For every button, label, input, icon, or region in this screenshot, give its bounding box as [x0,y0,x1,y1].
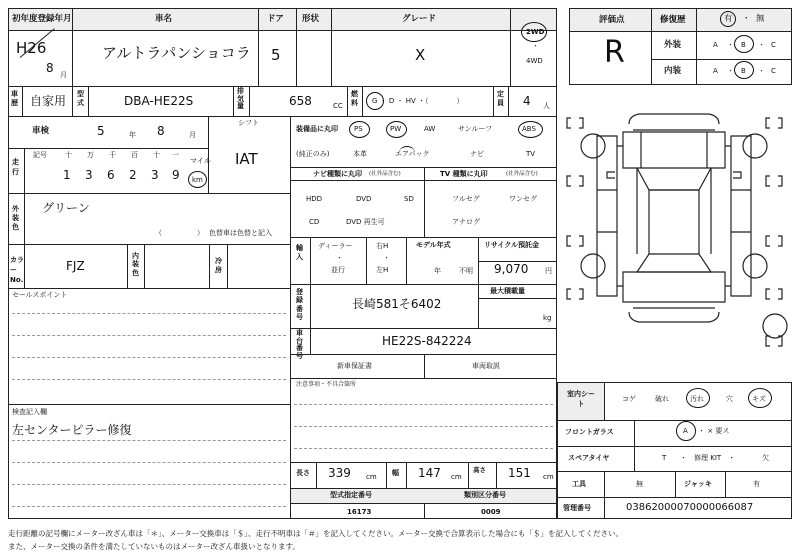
door-value: 5 [271,46,281,64]
tools-label: 工具 [572,480,586,488]
equip-tv: TV [526,150,536,158]
mileage-header: 十 [153,151,160,159]
width-value: 147 [418,466,441,480]
height-value: 151 [508,466,531,480]
shift-label: シフト [238,119,259,127]
mileage-header: 一 [172,151,179,159]
equip-leather: 本革 [353,150,367,158]
warranty-label: 新車保証書 [337,362,372,370]
equip-airbag: エアバック [395,150,430,158]
tools-value: 無 [636,480,643,488]
mileage-digit: 2 [129,168,137,182]
score-value: R [604,35,625,70]
color-no-value: FJZ [66,259,85,273]
width-label: 幅 [392,469,399,477]
mileage-digit: 1 [63,168,71,182]
capacity-label: 定員 [497,90,504,108]
reg-month-unit: 月 [60,71,67,79]
footer-note-1: 走行距離の記号欄にメーター改ざん車は「＊」、メーター交換車は「＄」、走行不明車は「＃」を記入してください。メーター交換で合算表示した場合にも「＄」を記入してください。 [8,529,623,538]
equip-aw: AW [424,125,436,133]
jack-value: 有 [753,480,760,488]
interior-label: 内装 [664,66,682,76]
fuel-label: 燃料 [351,90,358,108]
displacement-value: 658 [289,94,312,108]
notes-label: 注意事項・不具合箇所 [296,381,357,388]
max-load-label: 最大積載量 [490,287,525,295]
length-label: 長さ [296,469,310,477]
height-label: 高さ [473,466,486,474]
repair-yes: 有 [724,14,733,24]
type-no-label: 型式指定番号 [330,491,372,499]
model-year-label: モデル年式 [416,241,451,249]
mileage-label: 走行 [12,158,19,176]
mileage-header: 十 [65,151,72,159]
mileage-header: 万 [87,151,94,159]
equipment-label: 装備品に丸印 [296,125,338,133]
cooler-label: 冷房 [215,257,222,275]
repair-label: 修復歴 [660,15,686,25]
mileage-digit: 3 [85,168,93,182]
interior-sheet-label: 室内シート [567,390,595,408]
tv-label: TV 種類に丸印 [440,170,488,178]
reg-era: H26 [16,39,47,57]
chassis-label: 車台番号 [296,329,303,361]
manual-label: 車両取説 [472,362,500,370]
recycle-value: 9,070 [494,262,529,276]
shape-label: 形状 [302,14,320,24]
mileage-header: 千 [109,151,116,159]
shift-value: IAT [235,150,258,168]
score-label: 評価点 [599,15,625,25]
displacement-label: 排気量 [237,87,244,111]
equip-navi: ナビ [470,150,484,158]
grade-value: X [415,46,426,64]
model-value: DBA-HE22S [124,94,194,108]
color-label: 外装色 [12,205,19,232]
length-value: 339 [328,466,351,480]
plate-value: 長崎581そ6402 [352,297,442,311]
mileage-header: マイル [190,157,211,165]
inspection-note-label: 検査記入欄 [12,408,47,416]
recycle-label: リサイクル預託金 [484,241,540,249]
grade-label: グレード [402,14,437,24]
mileage-digit: 6 [107,168,115,182]
drive-4wd: 4WD [526,57,543,65]
equip-abs: ABS [522,125,536,133]
car-name-label: 車名 [155,14,173,24]
equip-ps: PS [354,125,363,133]
reg-label: 初年度登録年月 [12,14,72,24]
reg-month: 8 [46,61,54,75]
door-label: ドア [267,14,284,24]
car-damage-diagram [557,106,792,371]
mileage-header: 百 [131,151,138,159]
color-value: グリーン [42,201,90,215]
mgmt-value: 03862000070000066087 [626,502,754,513]
drive-2wd: 2WD [526,28,545,36]
equip-pw: PW [390,125,402,133]
car-name-value: アルトラパンショコラ [102,44,251,62]
capacity-value: 4 [523,94,531,108]
exterior-label: 外装 [664,40,682,50]
mileage-digit: 9 [172,168,180,182]
mgmt-label: 管理番号 [563,504,591,512]
inspection-label: 車検 [32,126,50,136]
inspection-month: 8 [157,124,165,138]
type-no-value: 16173 [347,508,372,516]
spare-label: スペアタイヤ [568,454,610,462]
usage-label: 車歴 [11,90,18,108]
sales-point-label: セールスポイント [12,291,68,299]
footer-note-2: また、メーター交換の条件を満たしていないものはメーター改ざん車扱いとなります。 [8,542,300,551]
color-note: 色替車は色替と記入 [209,229,272,237]
chassis-value: HE22S-842224 [382,334,472,348]
class-no-value: 0009 [481,508,501,516]
windshield-label: フロントガラス [565,428,614,436]
model-label: 型式 [77,90,84,108]
jack-label: ジャッキ [684,480,712,488]
mileage-unit: km [192,176,203,184]
import-label: 輸入 [296,244,303,262]
inspection-year: 5 [97,124,105,138]
int-color-label: 内装色 [132,252,139,277]
fuel-options: G ・ D ・ HV ・（ ） [372,97,464,105]
equip-sunroof: サンルーフ [458,125,493,133]
class-no-label: 類別区分番号 [464,491,506,499]
repair-no: 無 [756,14,765,24]
navi-label: ナビ種類に丸印 [313,170,362,178]
plate-label: 登録番号 [296,288,303,322]
usage-value: 自家用 [30,94,67,108]
color-no-label: カラーNo. [10,256,24,284]
inspection-note-value: 左センターピラー修復 [12,423,132,437]
mileage-digit: 3 [151,168,159,182]
mileage-header: 記号 [33,151,47,159]
main-sheet [8,8,557,519]
